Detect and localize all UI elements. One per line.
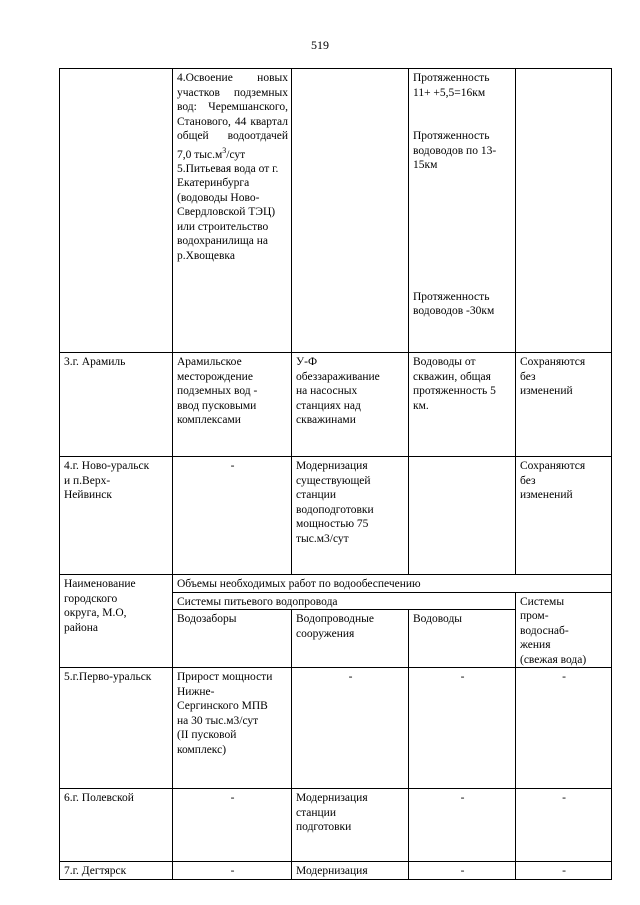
pipelines-cell: - bbox=[409, 862, 516, 880]
table-row-polevskoy bbox=[60, 789, 612, 862]
pipelines-cell: Водоводы от скважин, общая протяженность 5 км. bbox=[409, 353, 516, 457]
district-name: 3.г. Арамиль bbox=[60, 353, 173, 457]
pipelines-cell: - bbox=[409, 789, 516, 862]
water-supply-table bbox=[59, 68, 612, 880]
facilities-cell: Модернизация bbox=[292, 862, 409, 880]
header-pipelines: Водоводы bbox=[409, 610, 516, 668]
cell-empty bbox=[60, 69, 173, 353]
intakes-cell: - bbox=[173, 862, 292, 880]
cell-empty bbox=[516, 69, 612, 353]
header-volumes: Объемы необходимых работ по водообеспечению bbox=[173, 575, 612, 593]
header-industrial-systems: Системы пром- водоснаб- жения (свежая вода) bbox=[516, 592, 612, 668]
industrial-cell: - bbox=[516, 789, 612, 862]
pipelines-cell: - bbox=[409, 668, 516, 789]
industrial-cell: Сохраняются без изменений bbox=[516, 353, 612, 457]
facilities-cell: - bbox=[292, 668, 409, 789]
page-number: 519 bbox=[311, 38, 329, 52]
table-row-pervouralsk bbox=[60, 668, 612, 789]
industrial-cell: - bbox=[516, 668, 612, 789]
item-4-text: 4.Освоение новых участков подземных вод: Черемшанского, Станового, 44 квартал общей водоотдачей 7,0 $тыс.м^3$/сут bbox=[177, 72, 288, 161]
header-facilities: Водопроводные сооружения bbox=[292, 610, 409, 668]
header-district-name: Наименование городского округа, М.О, района bbox=[60, 575, 173, 668]
pipeline-length-2: Протяженность водоводов по 13- 15км bbox=[413, 130, 497, 171]
intakes-cell: - bbox=[173, 457, 292, 575]
intakes-cell: Прирост мощности Нижне- Сергинского МПВ на 30 тыс.м3/сут (II пусковой комплекс) bbox=[173, 668, 292, 789]
district-name: 4.г. Ново-уральск и п.Верх- Нейвинск bbox=[60, 457, 173, 575]
facilities-cell: Модернизация существующей станции водоподготовки мощностью 75 тыс.м3/сут bbox=[292, 457, 409, 575]
facilities-cell: У-Ф обеззараживание на насосных станциях над скважинами bbox=[292, 353, 409, 457]
facilities-cell: Модернизация станции подготовки bbox=[292, 789, 409, 862]
industrial-cell: - bbox=[516, 862, 612, 880]
item-5-text: 5.Питьевая вода от г. Екатеринбурга (водоводы Ново-Свердловской ТЭЦ) или строительство водохранилища на р.Хвощевка bbox=[177, 162, 279, 262]
cell-pipelines-continuation bbox=[409, 69, 516, 353]
cell-intakes-continuation bbox=[173, 69, 292, 353]
table-row-degtyarsk bbox=[60, 862, 612, 880]
pipeline-length-1: Протяженность 11+ +5,5=16км bbox=[413, 72, 490, 99]
pipelines-cell bbox=[409, 457, 516, 575]
district-name: 7.г. Дегтярск bbox=[60, 862, 173, 880]
header-potable-systems: Системы питьевого водопровода bbox=[173, 592, 516, 610]
header-intakes: Водозаборы bbox=[173, 610, 292, 668]
intakes-cell: - bbox=[173, 789, 292, 862]
cell-empty bbox=[292, 69, 409, 353]
table-row-novouralsk bbox=[60, 457, 612, 575]
district-name: 5.г.Перво-уральск bbox=[60, 668, 173, 789]
table-row-continuation bbox=[60, 69, 612, 353]
header-row-1 bbox=[60, 575, 612, 593]
pipeline-length-3: Протяженность водоводов -30км bbox=[413, 290, 495, 317]
industrial-cell: Сохраняются без изменений bbox=[516, 457, 612, 575]
intakes-cell: Арамильское месторождение подземных вод - ввод пусковыми комплексами bbox=[173, 353, 292, 457]
table-row-aramil bbox=[60, 353, 612, 457]
district-name: 6.г. Полевской bbox=[60, 789, 173, 862]
